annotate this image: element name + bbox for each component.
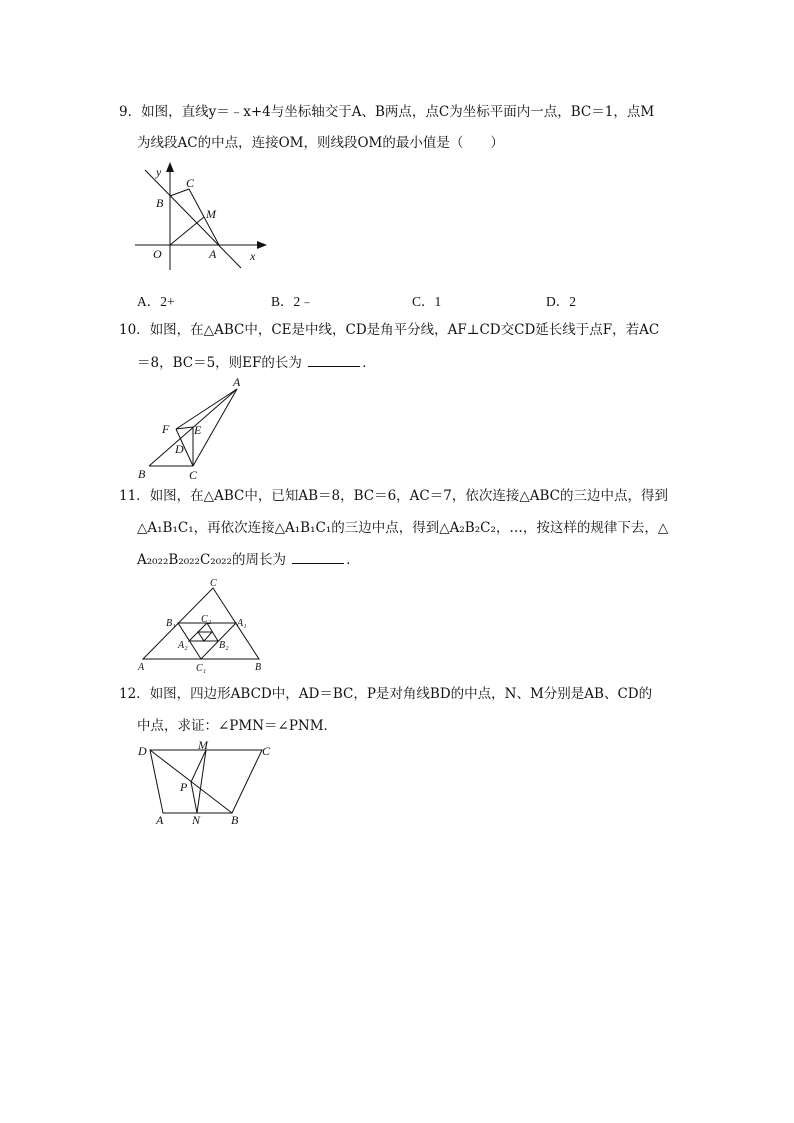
q10-label-d: D — [175, 442, 184, 456]
q10-label-f: F — [162, 422, 170, 436]
q12-label-p: P — [180, 780, 188, 794]
q11-label-a1: A₁ — [237, 618, 247, 629]
q10-label-c: C — [189, 468, 198, 482]
q9-label-o: O — [153, 247, 162, 261]
q11-label-b: B — [255, 662, 262, 673]
q9-choice-d[interactable]: D．2 — [546, 294, 576, 309]
q10-line1 — [119, 320, 659, 340]
q9-label-c: C — [186, 176, 195, 190]
q11-line2: △A₁B₁C₁，再依次连接△A₁B₁C₁的三边中点，得到△A₂B₂C₂，…，按这样的规律下去，△ — [137, 520, 669, 536]
q9-line1 — [119, 102, 654, 122]
q10-label-a: A — [233, 375, 241, 389]
q12-label-c: C — [262, 744, 271, 758]
q10-line2: ＝8，BC＝5，则EF的长为 ． — [137, 355, 376, 371]
q9-choice-b[interactable]: B．2﹣ — [271, 294, 314, 309]
q9-line2: 为线段AC的中点，连接OM，则线段OM的最小值是（ ） — [137, 135, 504, 151]
q11-label-c2: C₂ — [201, 614, 212, 625]
q12-label-d: D — [138, 744, 147, 758]
q12-label-b: B — [231, 813, 239, 827]
q9-label-y: y — [156, 165, 162, 179]
q9-number: 9． — [119, 104, 142, 120]
q11-number: 11． — [119, 488, 150, 504]
q12-label-a: A — [156, 813, 164, 827]
q9-label-m: M — [206, 207, 216, 221]
q11-label-a2: A₂ — [178, 640, 188, 651]
q12-label-n: N — [192, 813, 201, 827]
q9-choices — [137, 290, 697, 310]
q10-number: 10． — [119, 322, 150, 338]
q11-label-b2: B₂ — [219, 640, 229, 651]
q11-label-c: C — [210, 578, 217, 589]
q11-label-c1: C₁ — [196, 663, 207, 674]
q11-label-b1: B₁ — [166, 618, 176, 629]
q11-text1: 如图，在△ABC中，已知AB＝8，BC＝6，AC＝7，依次连接△ABC的三边中点，得到 — [149, 488, 668, 504]
q12-figure — [135, 738, 285, 828]
q12-line2: 中点，求证：∠PMN＝∠PNM． — [137, 718, 338, 734]
q9-label-a: A — [209, 247, 217, 261]
q11-label-a: A — [138, 662, 145, 673]
q11-line3: A₂₀₂₂B₂₀₂₂C₂₀₂₂的周长为 ． — [137, 552, 360, 568]
q9-label-b: B — [156, 196, 164, 210]
q12-label-m: M — [198, 738, 208, 752]
q10-text1: 如图，在△ABC中，CE是中线，CD是角平分线，AF⊥CD交CD延长线于点F，若AC — [149, 322, 660, 338]
q9-figure — [135, 160, 275, 270]
q10-label-e: E — [194, 423, 202, 437]
q10-answer-blank[interactable] — [308, 354, 360, 367]
q11-figure — [135, 578, 270, 674]
q11-answer-blank[interactable] — [292, 551, 344, 564]
q12-text1: 如图，四边形ABCD中，AD＝BC，P是对角线BD的中点，N、M分别是AB、CD的 — [149, 686, 653, 702]
q9-text1: 如图，直线y＝﹣x+4与坐标轴交于A、B两点，点C为坐标平面内一点，BC＝1，点M — [141, 104, 655, 120]
q12-line1 — [119, 684, 652, 704]
q12-number: 12． — [119, 686, 150, 702]
q10-figure — [135, 376, 250, 481]
q10-label-b: B — [138, 467, 146, 481]
q11-line1 — [119, 486, 668, 506]
q9-label-x: x — [250, 249, 256, 263]
q9-choice-a[interactable]: A．2+ — [137, 294, 175, 309]
q9-choice-c[interactable]: C．1 — [412, 294, 442, 309]
